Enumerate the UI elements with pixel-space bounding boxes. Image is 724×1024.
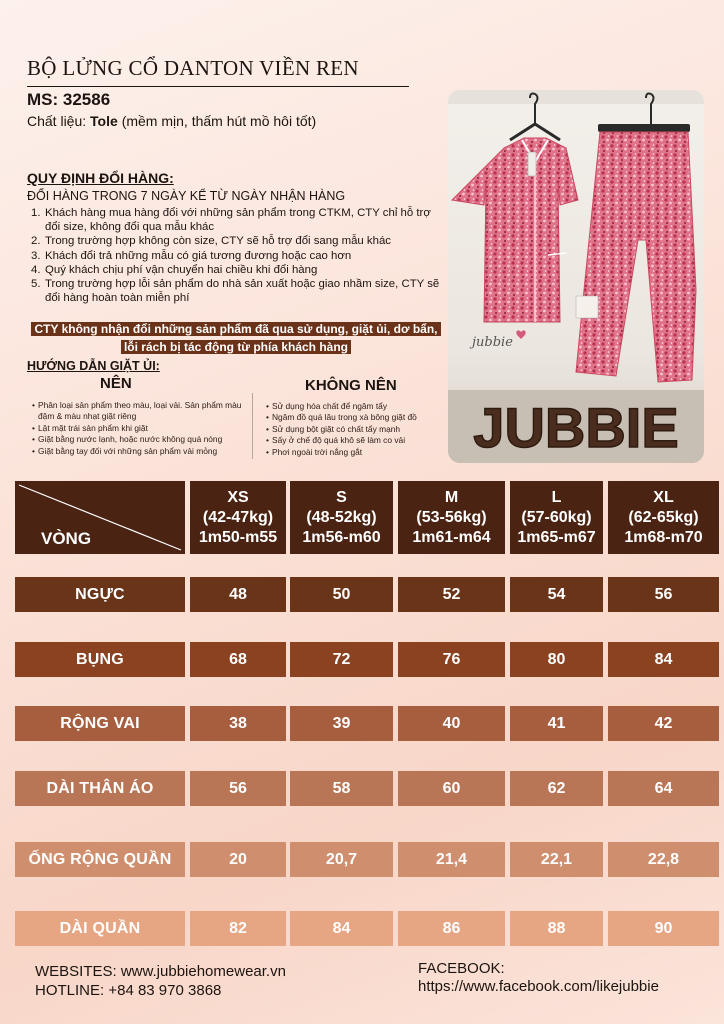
table-row [15, 706, 719, 741]
facebook-link[interactable]: https://www.facebook.com/likejubbie [418, 978, 659, 995]
table-cell: 72 [290, 642, 393, 677]
policy-list [27, 206, 443, 305]
care-heading: HƯỚNG DẪN GIẶT ỦI: [27, 359, 160, 373]
table-cell: 56 [190, 771, 286, 806]
row-label: DÀI QUẦN [15, 911, 185, 946]
size-height: 1m65-m67 [517, 528, 596, 546]
care-dont-list [264, 401, 444, 458]
policy-item: 4. Quý khách chịu phí vận chuyển hai chiều khi đổi hàng [31, 263, 318, 276]
table-cell: 21,4 [398, 842, 505, 877]
product-photo [448, 90, 704, 463]
size-name: M [444, 488, 459, 506]
care-do-heading: NÊN [100, 375, 132, 392]
size-weight: (48-52kg) [306, 508, 377, 526]
table-cell: 41 [510, 706, 603, 741]
care-do-item: • Giặt bằng nước lạnh, hoặc nước không quá nóng [30, 434, 242, 445]
size-table-header [15, 481, 719, 554]
policy-item: 1. Khách hàng mua hàng đổi với những sản phẩm trong CTKM, CTY chỉ hỗ trợ đổi size, không đổi qua mẫu khác [31, 207, 431, 234]
table-row [15, 771, 719, 806]
table-cell: 20 [190, 842, 286, 877]
table-cell: 20,7 [290, 842, 393, 877]
policy-item: 2. Trong trường hợp không còn size, CTY sẽ hỗ trợ đổi sang mẫu khác [31, 235, 391, 248]
table-cell: 22,8 [608, 842, 719, 877]
footer-left [35, 962, 286, 1000]
footer-right [418, 960, 659, 996]
table-cell: 56 [608, 577, 719, 612]
table-cell: 68 [190, 642, 286, 677]
product-title: BỘ LỬNG CỔ DANTON VIỀN REN [27, 56, 359, 80]
table-row [15, 911, 719, 946]
table-cell: 84 [290, 911, 393, 946]
table-cell: 48 [190, 577, 286, 612]
size-column-header [398, 481, 505, 554]
size-height: 1m68-m70 [624, 528, 703, 546]
table-row [15, 842, 719, 877]
hotline[interactable]: HOTLINE: +84 83 970 3868 [35, 982, 222, 999]
row-label: ỐNG RỘNG QUẦN [15, 842, 185, 877]
table-cell: 64 [608, 771, 719, 806]
care-do-item: • Giặt bằng tay đối với những sản phẩm vải mỏng [30, 446, 242, 457]
table-cell: 60 [398, 771, 505, 806]
table-cell: 22,1 [510, 842, 603, 877]
care-dont-heading: KHÔNG NÊN [305, 377, 397, 394]
policy-subheading: ĐỔI HÀNG TRONG 7 NGÀY KỂ TỪ NGÀY NHẬN HÀNG [27, 189, 346, 203]
table-cell: 82 [190, 911, 286, 946]
table-cell: 54 [510, 577, 603, 612]
size-weight: (53-56kg) [416, 508, 487, 526]
table-cell: 80 [510, 642, 603, 677]
material-label: Chất liệu: [27, 113, 87, 129]
size-column-header [190, 481, 286, 554]
table-cell: 52 [398, 577, 505, 612]
material-note: (mềm mịn, thấm hút mồ hôi tốt) [121, 113, 317, 129]
policy-item: 5. Trong trường hợp lỗi sản phẩm do nhà sản xuất hoặc giao nhầm size, CTY sẽ đổi hàng hoàn toàn miễn phí [31, 278, 440, 305]
table-cell: 86 [398, 911, 505, 946]
care-divider [252, 393, 253, 459]
table-cell: 76 [398, 642, 505, 677]
size-column-header [290, 481, 393, 554]
table-cell: 90 [608, 911, 719, 946]
size-name: XS [227, 488, 249, 506]
material-line [27, 113, 316, 129]
website-link[interactable]: WEBSITES: www.jubbiehomewear.vn [35, 963, 286, 980]
table-cell: 84 [608, 642, 719, 677]
size-height: 1m50-m55 [198, 528, 278, 546]
policy-heading: QUY ĐỊNH ĐỔI HÀNG: [27, 170, 174, 186]
table-cell: 39 [290, 706, 393, 741]
table-cell: 38 [190, 706, 286, 741]
policy-item: 3. Khách đổi trả những mẫu có giá tương đương hoặc cao hơn [31, 249, 352, 262]
table-row [15, 577, 719, 612]
size-weight: (62-65kg) [628, 508, 699, 526]
table-row [15, 642, 719, 677]
row-label: NGỰC [15, 577, 185, 612]
table-cell: 42 [608, 706, 719, 741]
size-height: 1m61-m64 [412, 528, 491, 546]
care-dont-item: • Ngâm đồ quá lâu trong xà bông giặt đồ [264, 412, 444, 423]
size-name: L [551, 488, 562, 506]
row-label: RỘNG VAI [15, 706, 185, 741]
product-code: MS: 32586 [27, 90, 111, 109]
table-cell: 88 [510, 911, 603, 946]
care-do-list [30, 400, 242, 457]
care-dont-item: • Sử dụng bột giặt có chất tẩy mạnh [264, 424, 444, 435]
photo-tag-text: jubbie [472, 335, 513, 350]
size-column-header [510, 481, 603, 554]
care-dont-item: • Phơi ngoài trời nắng gắt [264, 447, 444, 458]
size-name: XL [653, 488, 674, 506]
material-value: Tole [90, 113, 118, 129]
size-column-header [608, 481, 719, 554]
table-cell: 40 [398, 706, 505, 741]
table-cell: 58 [290, 771, 393, 806]
care-do-item: • Lật mặt trái sản phẩm khi giặt [30, 423, 242, 434]
photo-sign-text: JUBBIE [473, 396, 679, 459]
care-dont-item: • Sử dụng hóa chất để ngâm tẩy [264, 401, 444, 412]
size-weight: (42-47kg) [202, 508, 274, 526]
pajama-illustration [448, 90, 704, 463]
table-cell: 50 [290, 577, 393, 612]
size-name: S [336, 488, 347, 506]
care-dont-item: • Sấy ở chế độ quá khô sẽ làm co vải [264, 435, 444, 446]
policy-notice: CTY không nhận đổi những sản phẩm đã qua sử dụng, giặt ủi, dơ bẩn, lỗi rách bị tác động từ phía khách hàng [27, 320, 445, 356]
corner-label: VÒNG [41, 529, 92, 548]
care-do-item: • Phân loại sản phẩm theo màu, loại vải. Sản phẩm màu đậm & màu nhạt giặt riêng [30, 400, 242, 423]
table-cell: 62 [510, 771, 603, 806]
row-label: BỤNG [15, 642, 185, 677]
size-weight: (57-60kg) [521, 508, 592, 526]
title-underline [27, 86, 409, 87]
size-height: 1m56-m60 [302, 528, 381, 546]
row-label: DÀI THÂN ÁO [15, 771, 185, 806]
facebook-label: FACEBOOK: [418, 960, 505, 977]
